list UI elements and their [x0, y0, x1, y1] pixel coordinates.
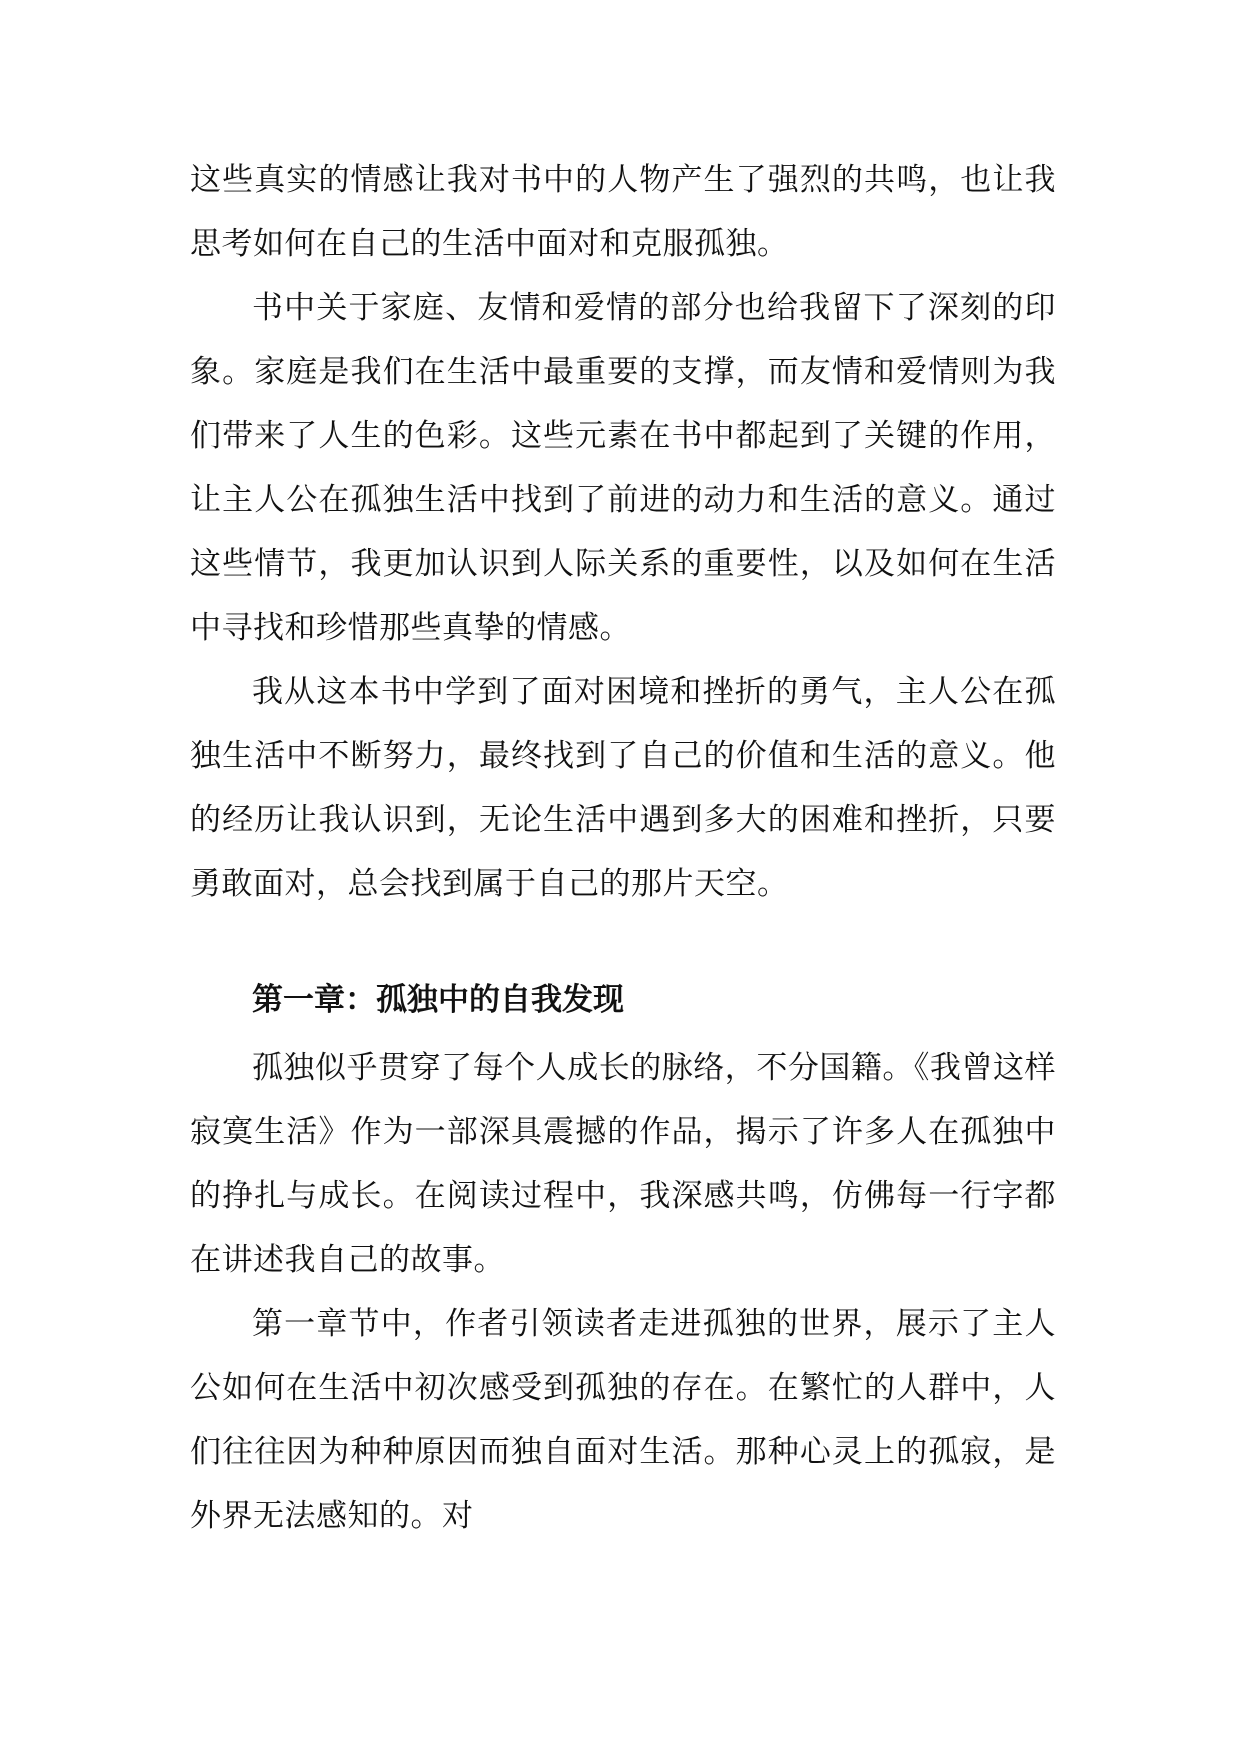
paragraph-chapter-body: 第一章节中，作者引领读者走进孤独的世界，展示了主人公如何在生活中初次感受到孤独的存在。在繁忙的人群中，人们往往因为种种原因而独自面对生活。那种心灵上的孤寂，是外界无法感知的。对	[190, 1306, 1056, 1534]
paragraph-family-friendship: 书中关于家庭、友情和爱情的部分也给我留下了深刻的印象。家庭是我们在生活中最重要的支撑，而友情和爱情则为我们带来了人生的色彩。这些元素在书中都起到了关键的作用，让主人公在孤独生活中找到了前进的动力和生活的意义。通过这些情节，我更加认识到人际关系的重要性，以及如何在生活中寻找和珍惜那些真挚的情感。	[190, 290, 1056, 646]
paragraph-courage: 我从这本书中学到了面对困境和挫折的勇气，主人公在孤独生活中不断努力，最终找到了自己的价值和生活的意义。他的经历让我认识到，无论生活中遇到多大的困难和挫折，只要勇敢面对，总会找到属于自己的那片天空。	[190, 674, 1056, 902]
paragraph-continuation: 这些真实的情感让我对书中的人物产生了强烈的共鸣，也让我思考如何在自己的生活中面对和克服孤独。	[190, 162, 1056, 262]
chapter-heading: 第一章：孤独中的自我发现	[252, 982, 624, 1018]
paragraph-chapter-intro: 孤独似乎贯穿了每个人成长的脉络，不分国籍。《我曾这样寂寞生活》作为一部深具震撼的作品，揭示了许多人在孤独中的挣扎与成长。在阅读过程中，我深感共鸣，仿佛每一行字都在讲述我自己的故事。	[190, 1050, 1056, 1278]
document-body	[190, 148, 1056, 1548]
